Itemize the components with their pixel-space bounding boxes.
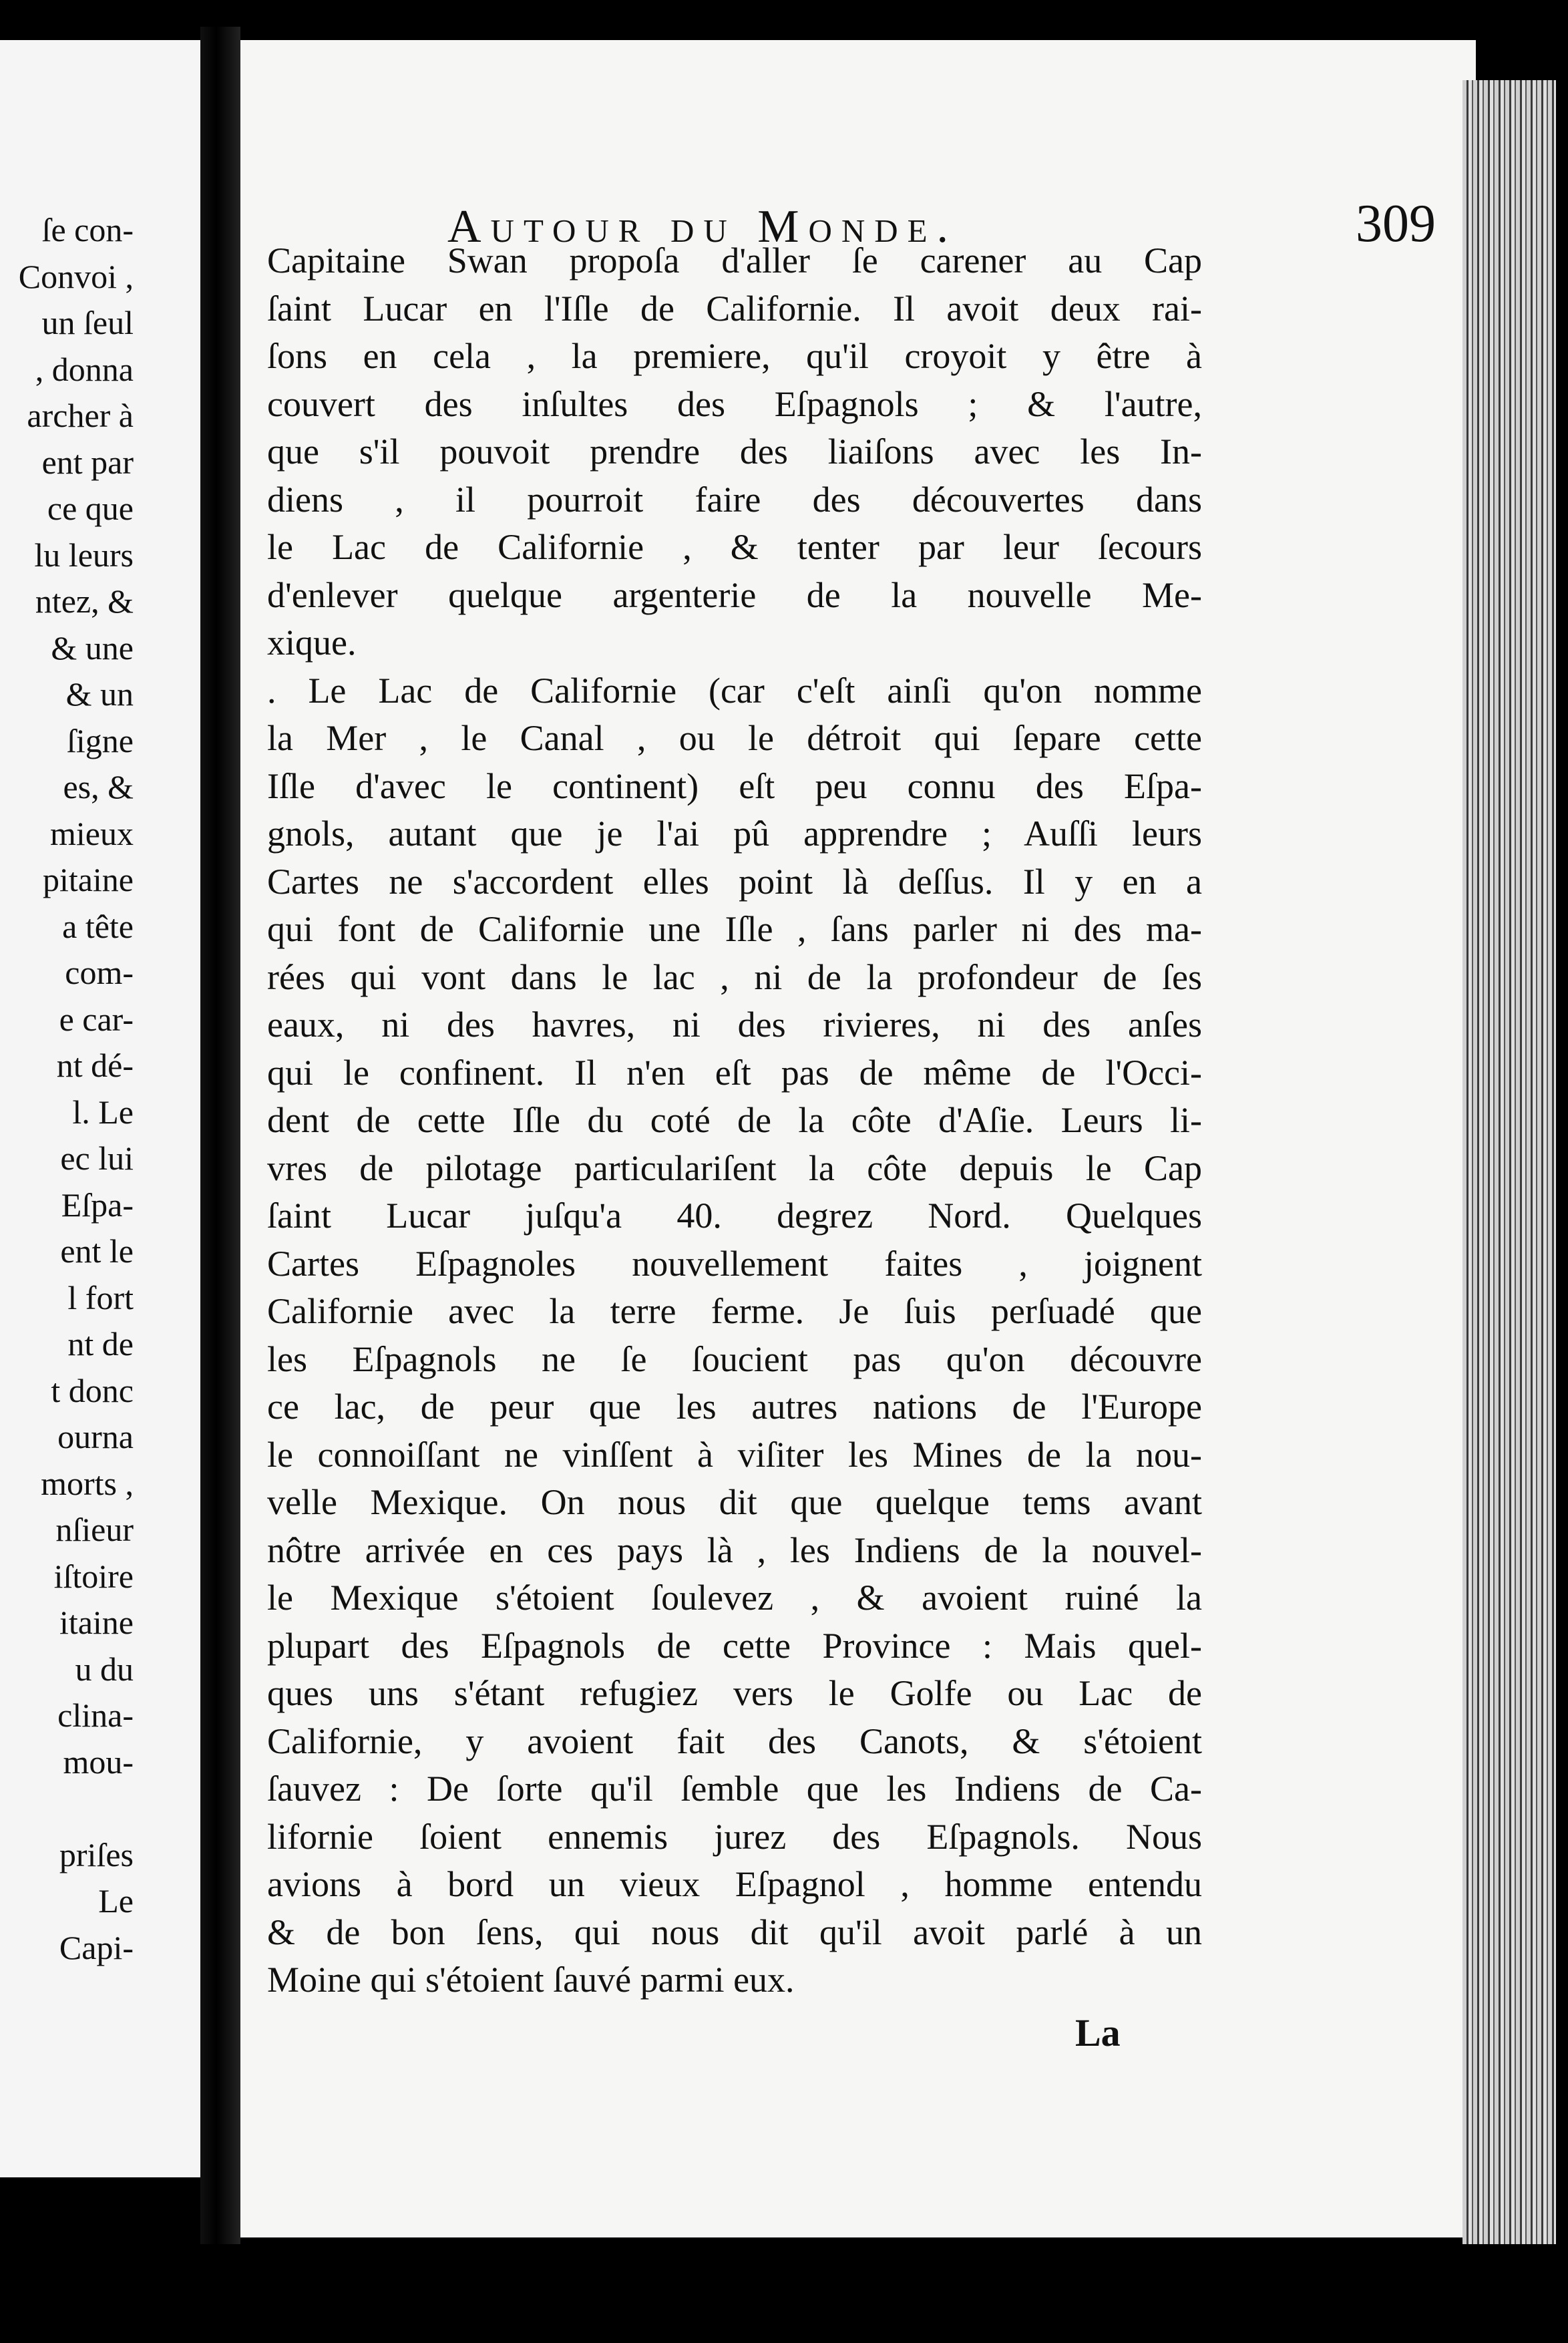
book-gutter [200, 27, 240, 2244]
left-page-text [0, 207, 200, 1971]
left-page-line: Convoi , [18, 257, 134, 295]
text-line: que s'il pouvoit prendre des liaiſons avec les In- [267, 431, 1202, 472]
text-line: Cartes Eſpagnoles nouvellement faites , joignent [267, 1243, 1202, 1284]
text-line: lifornie ſoient ennemis jurez des Eſpagnols. Nous [267, 1816, 1202, 1857]
text-line: qui le confinent. Il n'en eſt pas de même de l'Occi- [267, 1052, 1202, 1093]
page-edges [1462, 80, 1556, 2244]
text-line: nôtre arrivée en ces pays là , les Indiens de la nouvel- [267, 1529, 1202, 1570]
left-page-line: l. Le [72, 1093, 134, 1131]
text-line: ques uns s'étant refugiez vers le Golfe ou Lac de [267, 1673, 1202, 1713]
left-page-line: nſieur [55, 1511, 134, 1548]
left-page-line: ſigne [67, 721, 134, 759]
text-line: d'enlever quelque argenterie de la nouvelle Me- [267, 574, 1202, 615]
left-page-line: ourna [57, 1418, 134, 1455]
text-line: le connoiſſant ne vinſſent à viſiter les Mines de la nou- [267, 1434, 1202, 1475]
text-line: la Mer , le Canal , ou le détroit qui ſepare cette [267, 718, 1202, 758]
text-line: ſaint Lucar juſqu'a 40. degrez Nord. Quelques [267, 1196, 1202, 1236]
text-line: xique. [267, 622, 357, 663]
text-line: diens , il pourroit faire des découvertes dans [267, 479, 1202, 520]
left-page-line: com- [65, 954, 134, 991]
left-page-line: itaine [59, 1604, 134, 1641]
left-page-line: ce que [47, 490, 134, 527]
text-line: le Lac de Californie , & tenter par leur ſecours [267, 527, 1202, 567]
text-line: ce lac, de peur que les autres nations de l'Europe [267, 1387, 1202, 1427]
left-page-line: l fort [67, 1278, 134, 1316]
text-line: ſauvez : De ſorte qu'il ſemble que les Indiens de Ca- [267, 1769, 1202, 1809]
text-line: & de bon ſens, qui nous dit qu'il avoit parlé à un [267, 1912, 1202, 1952]
text-line: vres de pilotage particulariſent la côte depuis le Cap [267, 1147, 1202, 1188]
left-page-line: pitaine [42, 861, 134, 898]
text-line: Iſle d'avec le continent) eſt peu connu des Eſpa- [267, 765, 1202, 806]
text-line: Moine qui s'étoient ſauvé parmi eux. [267, 1960, 795, 2000]
text-line: Capitaine Swan propoſa d'aller ſe carener au Cap [267, 240, 1202, 281]
left-page-fragment [0, 40, 200, 2177]
left-page-line: Le [98, 1882, 134, 1920]
left-page-line: lu leurs [34, 536, 134, 574]
left-page-line: Capi- [59, 1928, 134, 1966]
catchword: La [1075, 2011, 1121, 2054]
left-page-line [0, 1785, 200, 1832]
left-page-line: ent le [60, 1232, 134, 1270]
left-page-line: ec lui [60, 1139, 134, 1177]
left-page-line: & une [51, 628, 134, 667]
text-line: gnols, autant que je l'ai pû apprendre ; Auſſi leurs [267, 814, 1202, 854]
left-page-line: ent par [41, 443, 134, 481]
text-line: eaux, ni des havres, ni des rivieres, ni des anſes [267, 1005, 1202, 1045]
text-line: dent de cette Iſle du coté de la côte d'Aſie. Leurs li- [267, 1100, 1202, 1140]
left-page-line: & un [65, 675, 134, 713]
left-page-line: t donc [51, 1371, 134, 1409]
left-page-line: u du [75, 1650, 134, 1688]
left-page-line: nt de [67, 1325, 134, 1363]
running-head: Autour du Monde. [447, 201, 958, 252]
left-page-line: ſe con- [41, 211, 134, 248]
text-line: le Mexique s'étoient ſoulevez , & avoient ruiné la [267, 1578, 1202, 1618]
left-page-line: Eſpa- [61, 1186, 134, 1224]
left-page-line: es, & [63, 768, 134, 805]
text-line: . Le Lac de Californie (car c'eſt ainſi qu'on nomme [267, 670, 1202, 711]
text-line: Cartes ne s'accordent elles point là deſſus. Il y en a [267, 861, 1202, 902]
text-line: qui font de Californie une Iſle , ſans parler ni des ma- [267, 909, 1202, 949]
left-page-line: , donna [35, 350, 134, 388]
text-line: les Eſpagnols ne ſe ſoucient pas qu'on découvre [267, 1338, 1202, 1379]
left-page-line: priſes [59, 1835, 134, 1873]
text-line: rées qui vont dans le lac , ni de la profondeur de ſes [267, 956, 1202, 997]
text-line: velle Mexique. On nous dit que quelque tems avant [267, 1482, 1202, 1522]
text-line: ſaint Lucar en l'Iſle de Californie. Il avoit deux rai- [267, 288, 1202, 329]
left-page-line: un ſeul [41, 304, 134, 341]
body-text [267, 237, 1202, 2004]
text-line: couvert des inſultes des Eſpagnols ; & l'autre, [267, 383, 1202, 424]
text-line: ſons en cela , la premiere, qu'il croyoit y être à [267, 336, 1202, 376]
left-page-line: mou- [63, 1743, 134, 1781]
left-page-line: iſtoire [53, 1557, 134, 1595]
text-line: Californie, y avoient fait des Canots, & s'étoient [267, 1721, 1202, 1761]
left-page-line: mieux [50, 814, 134, 852]
left-page-line: ntez, & [35, 582, 134, 620]
page-number: 309 [1356, 194, 1436, 253]
text-line: Californie avec la terre ferme. Je ſuis perſuadé que [267, 1291, 1202, 1331]
left-page-line: e car- [59, 1000, 134, 1038]
left-page-line: archer à [27, 397, 134, 434]
left-page-line: a tête [62, 907, 134, 945]
left-page-line: morts , [41, 1464, 134, 1502]
text-line: avions à bord un vieux Eſpagnol , homme entendu [267, 1864, 1202, 1904]
left-page-line: clina- [57, 1696, 134, 1734]
left-page-line: nt dé- [56, 1047, 134, 1084]
text-line: plupart des Eſpagnols de cette Province : Mais quel- [267, 1625, 1202, 1666]
